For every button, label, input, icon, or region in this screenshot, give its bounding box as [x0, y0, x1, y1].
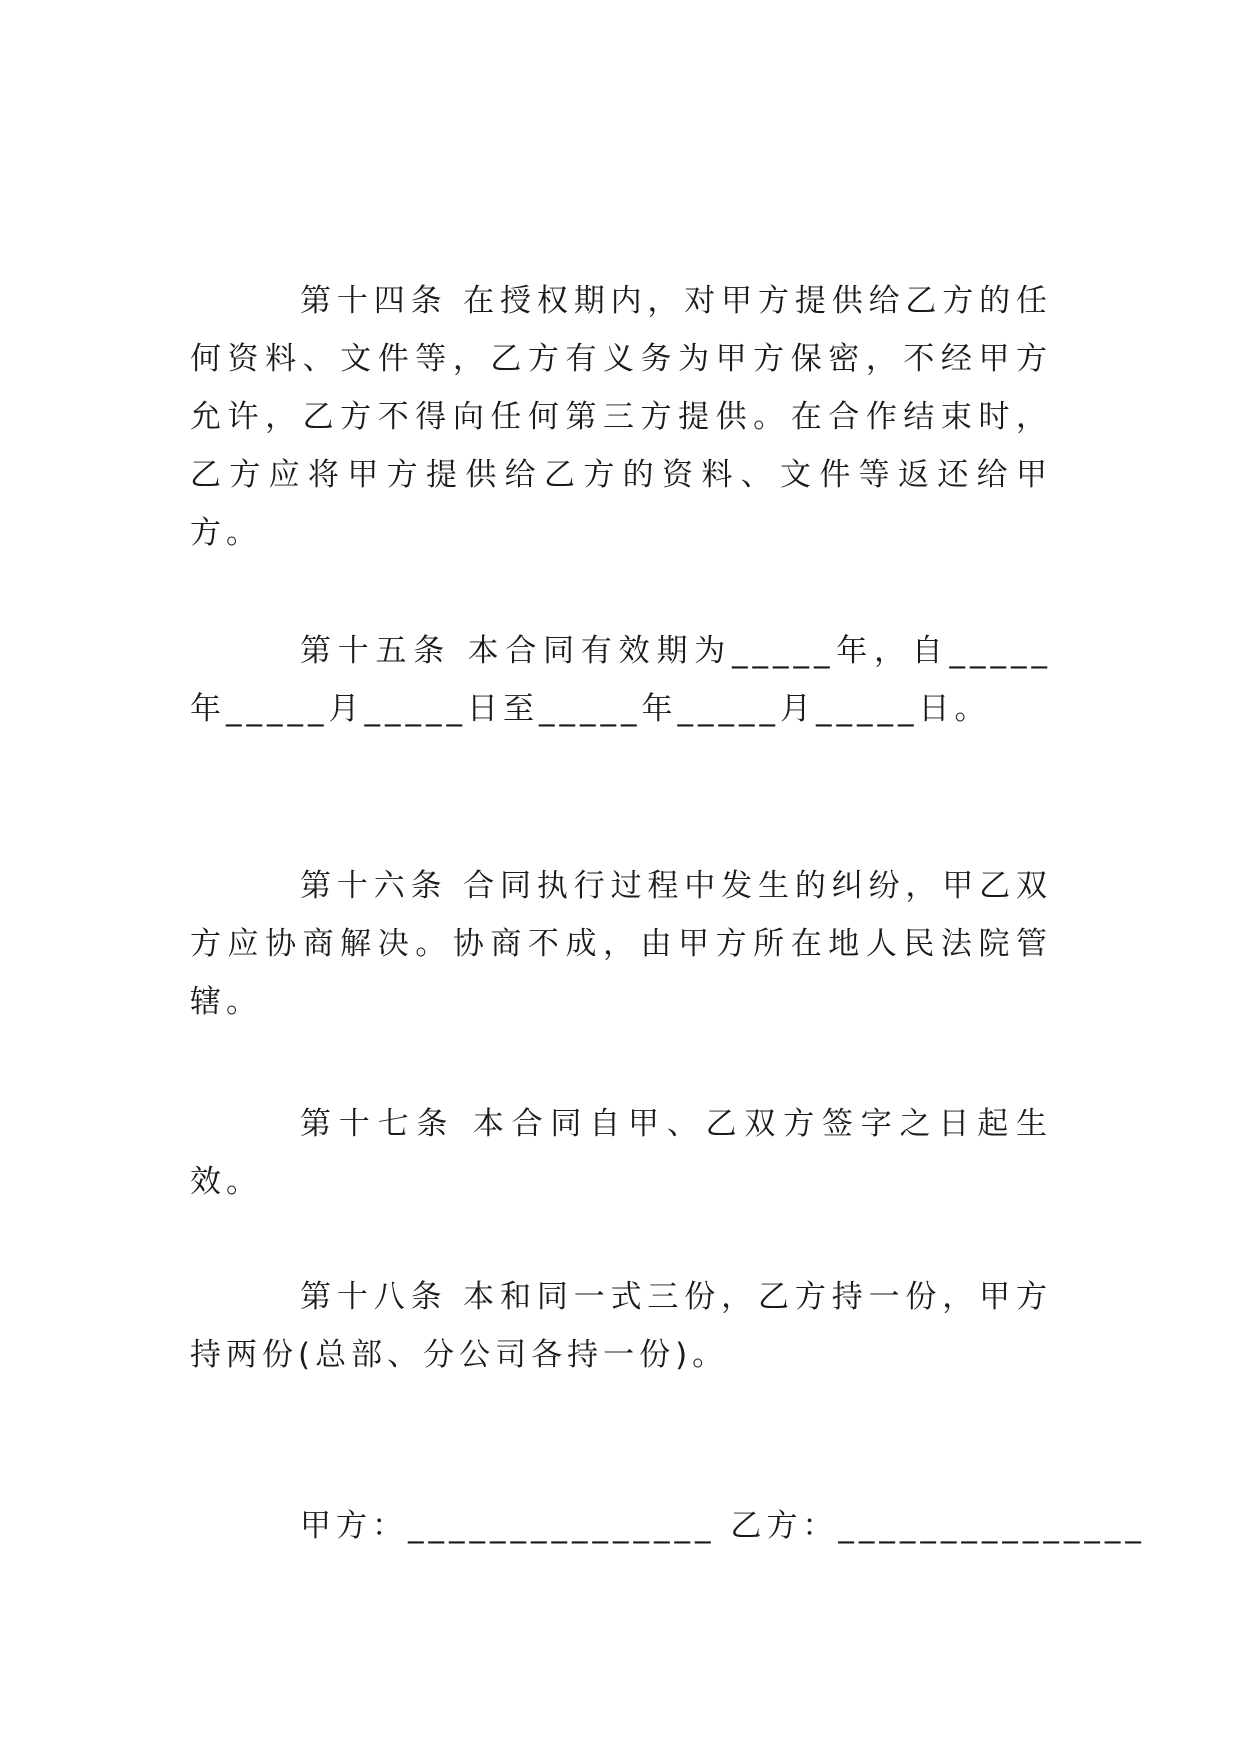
article-17-paragraph: 第十七条 本合同自甲、乙双方签字之日起生效。: [190, 1106, 1052, 1200]
signature-line: 甲方：_______________ 乙方：_______________: [300, 1508, 1146, 1544]
article-14-paragraph: 第十四条 在授权期内，对甲方提供给乙方的任何资料、文件等，乙方有义务为甲方保密，不经甲方允许，乙方不得向任何第三方提供。在合作结束时，乙方应将甲方提供给乙方的资料、文件等返还给甲方。: [190, 283, 1052, 551]
article-15-paragraph: 第十五条 本合同有效期为_____年，自_____年_____月_____日至_____年_____月_____日。: [190, 633, 1052, 727]
article-16-paragraph: 第十六条 合同执行过程中发生的纠纷，甲乙双方应协商解决。协商不成，由甲方所在地人民法院管辖。: [190, 868, 1052, 1020]
article-18-paragraph: 第十八条 本和同一式三份，乙方持一份，甲方持两份(总部、分公司各持一份)。: [190, 1279, 1052, 1373]
